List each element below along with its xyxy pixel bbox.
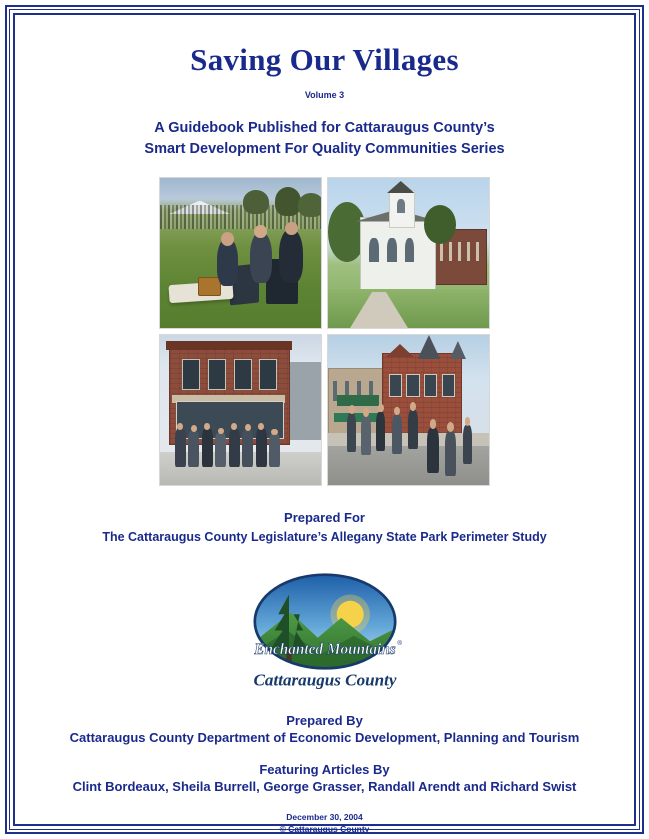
subtitle-line-1: A Guidebook Published for Cattaraugus County’s: [154, 120, 495, 136]
person-head: [231, 423, 237, 431]
person-figure: [215, 433, 226, 467]
courthouse-window: [442, 374, 455, 397]
copyright-notice: © Cattaraugus County: [279, 824, 370, 835]
cover-photo-grid: [159, 177, 491, 486]
person-figure: [463, 425, 473, 464]
page-title: Saving Our Villages: [190, 42, 459, 77]
person-figure: [229, 429, 240, 467]
front-lawn: [328, 289, 489, 328]
photo-group-in-front-of-brick-building: [159, 334, 322, 486]
building-cornice: [166, 341, 292, 350]
person-head: [177, 423, 183, 431]
person-figure: [376, 412, 386, 451]
person-figure: [188, 431, 199, 467]
storefront-awning: [334, 413, 379, 422]
person-figure: [256, 429, 267, 467]
person-head: [191, 425, 197, 432]
person-head: [447, 422, 454, 432]
prepared-for-section: [102, 508, 546, 546]
courthouse-window: [424, 374, 437, 397]
person-head: [394, 407, 400, 416]
person-head: [245, 424, 251, 431]
photo-white-church-with-steeple: [327, 177, 490, 329]
picnic-basket: [198, 277, 221, 296]
upper-window: [208, 359, 226, 390]
person-head: [221, 232, 234, 246]
person-figure: [202, 429, 213, 467]
logo-registered-mark: ®: [396, 640, 402, 648]
person-head: [349, 405, 355, 414]
person-head: [378, 404, 384, 413]
church-steeple: [387, 181, 414, 193]
tree-icon: [275, 187, 301, 216]
publication-date: December 30, 2004: [286, 812, 363, 823]
tree-icon: [243, 190, 269, 214]
subtitle-line-2: Smart Development For Quality Communities Series: [144, 141, 505, 158]
logo-county-name: Cattaraugus County: [253, 670, 396, 690]
person-figure: [175, 429, 186, 467]
enchanted-mountains-logo: [235, 558, 415, 703]
tree-icon: [298, 193, 322, 217]
upper-window: [234, 359, 252, 390]
courthouse-window: [389, 374, 402, 397]
person-figure: [361, 416, 371, 455]
person-head: [271, 429, 277, 436]
person-figure: [242, 430, 253, 467]
person-head: [285, 222, 298, 236]
group-of-people: [172, 416, 294, 467]
prepared-for-label: Prepared For: [284, 510, 365, 526]
church-window: [369, 238, 379, 262]
courthouse-turret: [418, 335, 441, 359]
storefront-sign: [337, 395, 379, 406]
featuring-label: Featuring Articles By: [259, 762, 390, 778]
tower-window: [397, 199, 405, 213]
courthouse-window: [406, 374, 419, 397]
person-figure: [392, 415, 402, 454]
person-head: [465, 417, 471, 426]
person-figure: [279, 229, 303, 283]
prepared-for-value: The Cattaraugus County Legislature’s Allegany State Park Perimeter Study: [102, 529, 547, 544]
credits-section: [70, 713, 580, 794]
upper-window: [182, 359, 200, 390]
person-head: [430, 419, 437, 429]
person-figure: [347, 413, 357, 452]
subtitle: [144, 118, 504, 160]
person-figure: [269, 434, 280, 467]
person-head: [410, 402, 416, 411]
photo-brick-courthouse-street-scene: [327, 334, 490, 486]
cover-content: [20, 20, 629, 835]
featuring-value: Clint Bordeaux, Sheila Burrell, George Grasser, Randall Arendt and Richard Swist: [72, 779, 577, 795]
footer: [280, 812, 370, 836]
person-head: [218, 428, 224, 435]
county-logo-icon: [235, 558, 415, 703]
upper-window: [259, 359, 277, 390]
church-window: [387, 238, 397, 262]
logo-tagline: Enchanted Mountains: [253, 641, 396, 659]
prepared-by-value: Cattaraugus County Department of Economic Development, Planning and Tourism: [69, 730, 580, 746]
person-figure: [408, 410, 418, 449]
person-head: [258, 423, 264, 431]
person-figure: [250, 232, 273, 283]
church-window: [405, 238, 415, 262]
volume-label: Volume 3: [304, 90, 345, 100]
person-figure: [427, 428, 438, 473]
prepared-by-label: Prepared By: [286, 713, 363, 729]
person-head: [204, 423, 210, 431]
photo-outdoor-concert-on-lawn: [159, 177, 322, 329]
person-figure: [445, 431, 456, 476]
courthouse-turret: [450, 341, 466, 359]
person-head: [363, 408, 369, 417]
courthouse-gable: [385, 344, 414, 358]
